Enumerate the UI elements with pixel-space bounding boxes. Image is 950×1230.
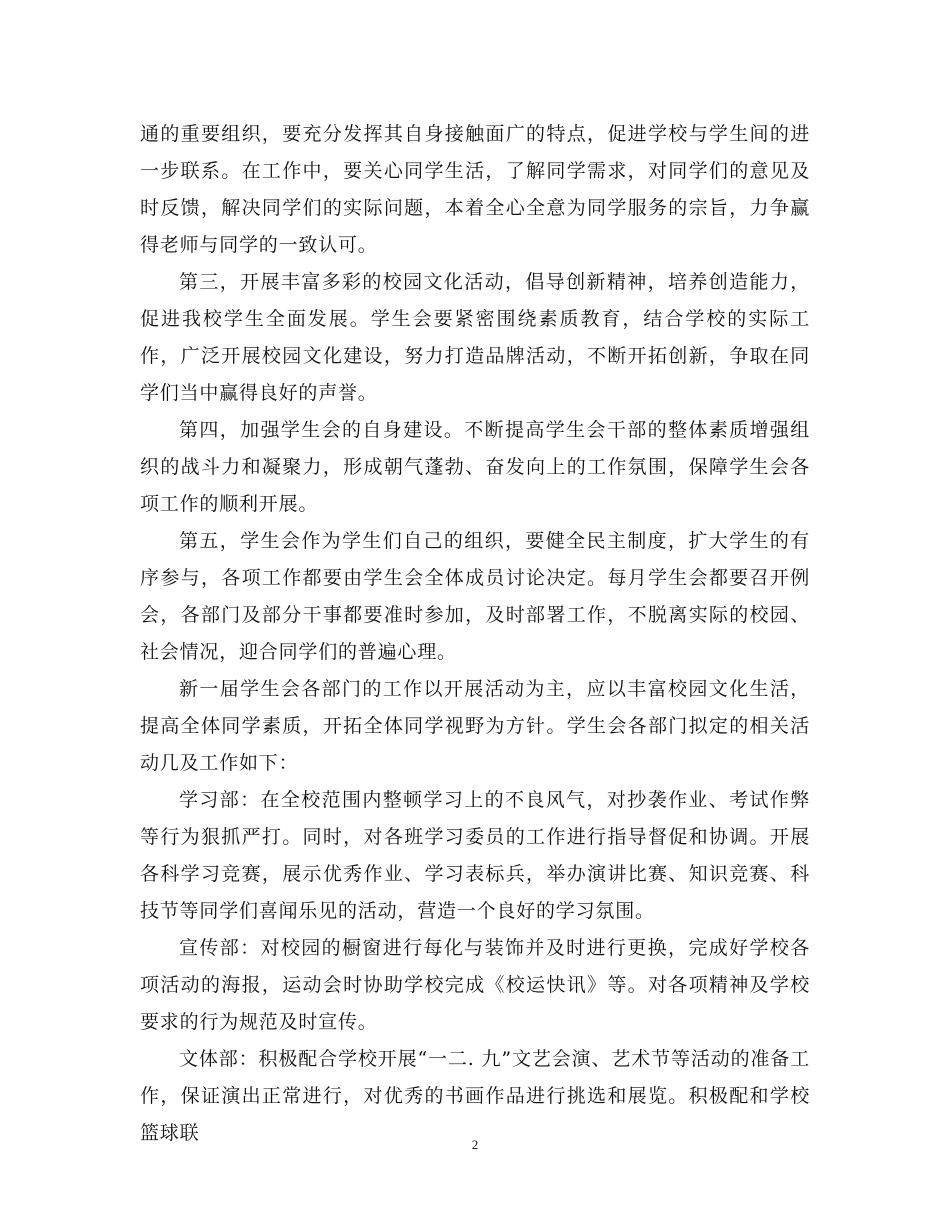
- page-number: 2: [471, 1137, 479, 1152]
- paragraph-third-point: 第三，开展丰富多彩的校园文化活动，倡导创新精神，培养创造能力，促进我校学生全面发展。学生会要紧密围绕素质教育，结合学校的实际工作，广泛开展校园文化建设，努力打造品牌活动，不断开拓创新，争取在同学们当中赢得良好的声誉。: [140, 271, 810, 404]
- page-body: [140, 116, 810, 1152]
- paragraph-arts-sports-department: 文体部：积极配合学校开展“一二. 九”文艺会演、艺术节等活动的准备工作，保证演出正常进行，对优秀的书画作品进行挑选和展览。积极配和学校篮球联: [140, 1048, 810, 1144]
- paragraph-fifth-point: 第五，学生会作为学生们自己的组织，要健全民主制度，扩大学生的有序参与，各项工作都要由学生会全体成员讨论决定。每月学生会都要召开例会，各部门及部分干事都要准时参加，及时部署工作，不脱离实际的校园、社会情况，迎合同学们的普遍心理。: [140, 530, 810, 663]
- paragraph-study-department: 学习部：在全校范围内整顿学习上的不良风气，对抄袭作业、考试作弊等行为狠抓严打。同时，对各班学习委员的工作进行指导督促和协调。开展各科学习竞赛，展示优秀作业、学习表标兵，举办演讲比赛、知识竞赛、科技节等同学们喜闻乐见的活动，营造一个良好的学习氛围。: [140, 789, 810, 922]
- paragraph-continuation: 通的重要组织，要充分发挥其自身接触面广的特点，促进学校与学生间的进一步联系。在工作中，要关心同学生活，了解同学需求，对同学们的意见及时反馈，解决同学们的实际问题，本着全心全意为同学服务的宗旨，力争赢得老师与同学的一致认可。: [140, 123, 810, 256]
- paragraph-fourth-point: 第四，加强学生会的自身建设。不断提高学生会干部的整体素质增强组织的战斗力和凝聚力，形成朝气蓬勃、奋发向上的工作氛围，保障学生会各项工作的顺利开展。: [140, 419, 810, 515]
- paragraph-publicity-department: 宣传部：对校园的橱窗进行每化与装饰并及时进行更换，完成好学校各项活动的海报，运动会时协助学校完成《校运快讯》等。对各项精神及学校要求的行为规范及时宣传。: [140, 937, 810, 1033]
- paragraph-department-intro: 新一届学生会各部门的工作以开展活动为主，应以丰富校园文化生活，提高全体同学素质，开拓全体同学视野为方针。学生会各部门拟定的相关活动几及工作如下：: [140, 678, 810, 774]
